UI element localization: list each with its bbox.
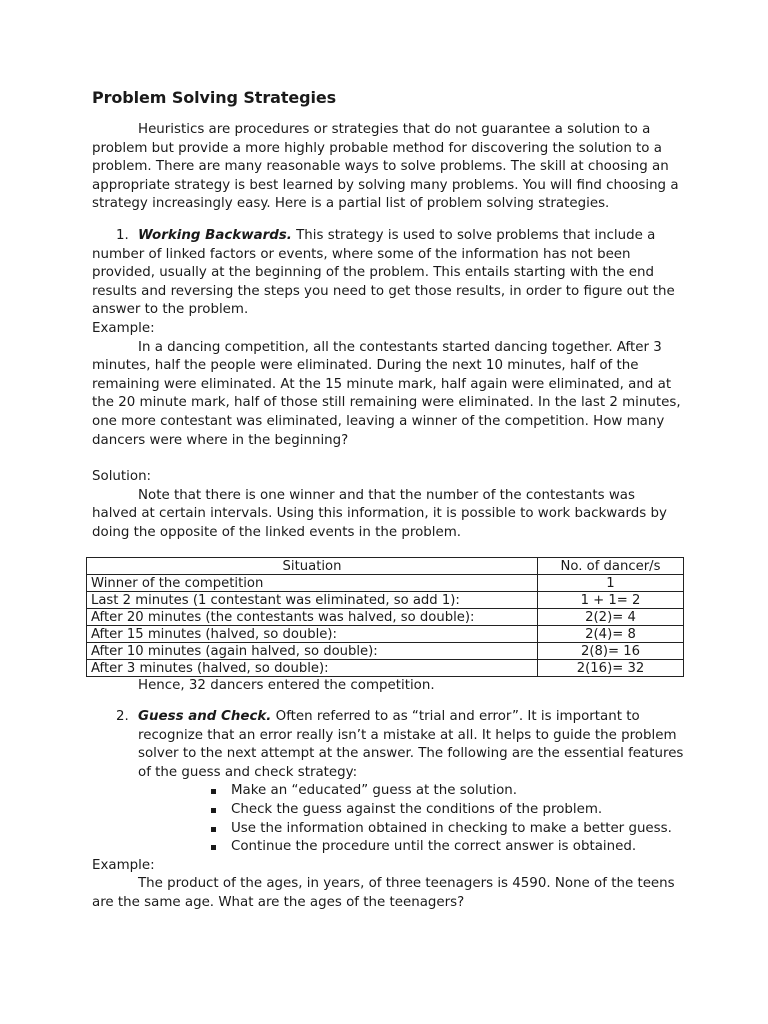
section-1-intro — [92, 227, 682, 320]
section-2-number: 2. — [116, 709, 129, 724]
example-2-label: Example: — [92, 857, 155, 873]
table-cell-dancers: 2(4)= 8 — [538, 626, 684, 643]
table-row — [87, 592, 684, 609]
document-page — [92, 88, 682, 542]
table-cell-situation: After 15 minutes (halved, so double): — [87, 626, 538, 643]
table-row — [87, 660, 684, 677]
table-row — [87, 575, 684, 592]
section-2-text: Often referred to as “trial and error”. It is important to recognize that an error really isn’t a mistake at all. It helps to guide the problem solver to the next attempt at the answer. The following are the essential features of the guess and check strategy: — [138, 709, 684, 780]
table-cell-dancers: 1 + 1= 2 — [538, 592, 684, 609]
section-1-text: This strategy is used to solve problems that include a number of linked factors or events, where some of the information has not been provided, usually at the beginning of the problem. This entails starting with the end results and reversing the steps you need to get those results, in order to figure out the answer to the problem. — [92, 227, 675, 318]
example-paragraph: In a dancing competition, all the contestants started dancing together. After 3 minutes, half the people were eliminated. During the next 10 minutes, half of the remaining were eliminated. At the 15 minute mark, half again were eliminated, and at the 20 minute mark, half of those still remaining were eliminated. In the last 2 minutes, one more contestant was eliminated, leaving a winner of the competition. How many dancers were where in the beginning? — [92, 339, 681, 448]
bullet-icon — [211, 827, 216, 832]
list-item: Use the information obtained in checking to make a better guess. — [208, 820, 692, 839]
table-cell-dancers: 1 — [538, 575, 684, 592]
example-label: Example: — [92, 320, 155, 336]
example-2-paragraph: The product of the ages, in years, of three teenagers is 4590. None of the teens are the same age. What are the ages of the teenagers? — [92, 876, 675, 910]
bullet-icon — [211, 789, 216, 794]
table-row — [87, 626, 684, 643]
section-2-body — [116, 708, 692, 782]
section-2 — [92, 708, 692, 913]
section-2-heading: Guess and Check. — [138, 709, 272, 724]
table-cell-situation: After 3 minutes (halved, so double): — [87, 660, 538, 677]
table-cell-situation: After 10 minutes (again halved, so double): — [87, 643, 538, 660]
table-header-dancers: No. of dancer/s — [538, 558, 684, 575]
table-header-row — [87, 558, 684, 575]
section-1-number: 1. — [116, 227, 129, 243]
solution-paragraph: Note that there is one winner and that the number of the contestants was halved at certain intervals. Using this information, it is possible to work backwards by doing the opposite of the linked events in the problem. — [92, 487, 667, 540]
dancer-table — [86, 557, 684, 677]
table-header-situation: Situation — [87, 558, 538, 575]
intro-paragraph: Heuristics are procedures or strategies that do not guarantee a solution to a problem but provide a more highly probable method for discovering the solution to a problem. There are many reasonable ways to solve problems. The skill at choosing an appropriate strategy is best learned by solving many problems. You will find choosing a strategy increasingly easy. Here is a partial list of problem solving strategies. — [92, 122, 679, 212]
table-cell-dancers: 2(8)= 16 — [538, 643, 684, 660]
table-cell-dancers: 2(16)= 32 — [538, 660, 684, 677]
table-cell-situation: After 20 minutes (the contestants was halved, so double): — [87, 609, 538, 626]
table-cell-situation: Last 2 minutes (1 contestant was eliminated, so add 1): — [87, 592, 538, 609]
conclusion-text: Hence, 32 dancers entered the competition. — [138, 678, 435, 693]
page-title: Problem Solving Strategies — [92, 88, 337, 107]
table-row — [87, 609, 684, 626]
bullet-icon — [211, 845, 216, 850]
guess-check-list — [208, 782, 692, 856]
section-1-heading: Working Backwards. — [138, 227, 292, 243]
table-row — [87, 643, 684, 660]
list-item: Continue the procedure until the correct answer is obtained. — [208, 838, 692, 857]
bullet-icon — [211, 808, 216, 813]
list-item: Make an “educated” guess at the solution. — [208, 782, 692, 801]
list-item: Check the guess against the conditions of the problem. — [208, 801, 692, 820]
table-cell-dancers: 2(2)= 4 — [538, 609, 684, 626]
table-cell-situation: Winner of the competition — [87, 575, 538, 592]
solution-label: Solution: — [92, 469, 152, 485]
